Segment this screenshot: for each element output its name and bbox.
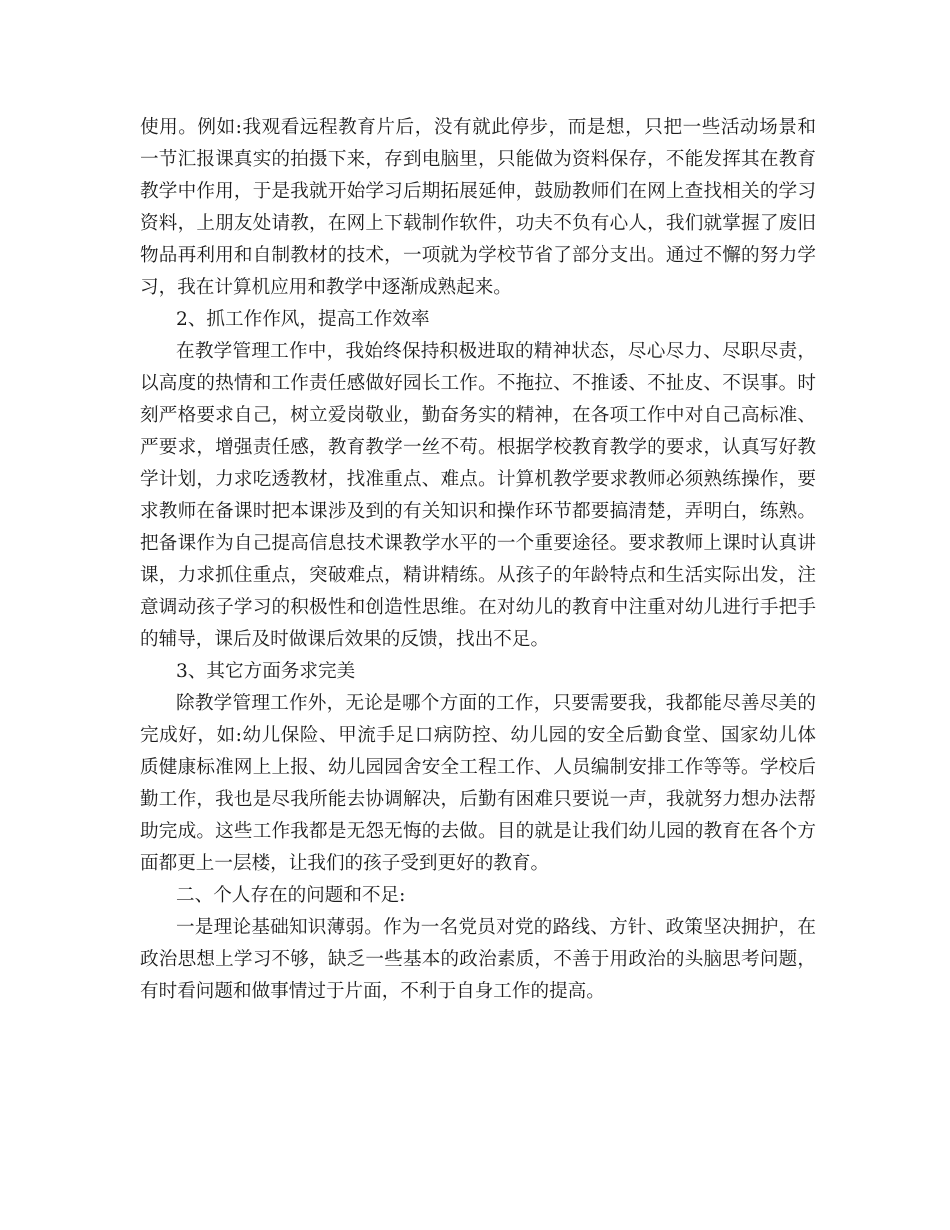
text-line: 在教学管理工作中，我始终保持积极进取的精神状态，尽心尽力、尽职尽责，: [176, 341, 816, 362]
text-line: 课，力求抓住重点，突破难点，精讲精练。从孩子的年龄特点和生活实际出发，注: [140, 565, 816, 586]
text-line: 把备课作为自己提高信息技术课教学水平的一个重要途径。要求教师上课时认真讲: [140, 533, 816, 554]
text-line: 勤工作，我也是尽我所能去协调解决，后勤有困难只要说一声，我就努力想办法帮: [140, 789, 816, 810]
text-line: 物品再利用和自制教材的技术，一项就为学校节省了部分支出。通过不懈的努力学: [140, 245, 816, 266]
text-line: 教学中作用，于是我就开始学习后期拓展延伸，鼓励教师们在网上查找相关的学习: [140, 181, 816, 202]
text-line: 面都更上一层楼，让我们的孩子受到更好的教育。: [140, 853, 550, 874]
text-line: 严要求，增强责任感，教育教学一丝不苟。根据学校教育教学的要求，认真写好教: [140, 437, 816, 458]
text-line: 政治思想上学习不够，缺乏一些基本的政治素质，不善于用政治的头脑思考问题，: [140, 949, 816, 970]
text-line: 一是理论基础知识薄弱。作为一名党员对党的路线、方针、政策坚决拥护，在: [176, 917, 816, 938]
document-body: [140, 112, 816, 1008]
text-line: 质健康标准网上上报、幼儿园园舍安全工程工作、人员编制安排工作等等。学校后: [140, 757, 816, 778]
text-line: 使用。例如:我观看远程教育片后，没有就此停步，而是想，只把一些活动场景和: [140, 117, 816, 138]
text-line: 学计划，力求吃透教材，找准重点、难点。计算机教学要求教师必须熟练操作，要: [140, 469, 816, 490]
text-line: 刻严格要求自己，树立爱岗敬业，勤奋务实的精神，在各项工作中对自己高标准、: [140, 405, 816, 426]
text-line: 一节汇报课真实的拍摄下来，存到电脑里，只能做为资料保存，不能发挥其在教育: [140, 149, 816, 170]
text-line: 完成好，如:幼儿保险、甲流手足口病防控、幼儿园的安全后勤食堂、国家幼儿体: [140, 725, 816, 746]
text-line: 二、个人存在的问题和不足:: [176, 885, 406, 906]
text-line: 除教学管理工作外，无论是哪个方面的工作，只要需要我，我都能尽善尽美的: [176, 693, 816, 714]
text-line: 助完成。这些工作我都是无怨无悔的去做。目的就是让我们幼儿园的教育在各个方: [140, 821, 816, 842]
text-line: 有时看问题和做事情过于片面，不利于自身工作的提高。: [140, 981, 605, 1002]
text-line: 以高度的热情和工作责任感做好园长工作。不拖拉、不推诿、不扯皮、不误事。时: [140, 373, 816, 394]
text-line: 意调动孩子学习的积极性和创造性思维。在对幼儿的教育中注重对幼儿进行手把手: [140, 597, 816, 618]
text-line: 资料，上朋友处请教，在网上下载制作软件，功夫不负有心人，我们就掌握了废旧: [140, 213, 816, 234]
text-line: 求教师在备课时把本课涉及到的有关知识和操作环节都要搞清楚，弄明白，练熟。: [140, 501, 816, 522]
text-line: 的辅导，课后及时做课后效果的反馈，找出不足。: [140, 629, 550, 650]
text-line: 2、抓工作作风，提高工作效率: [176, 309, 430, 330]
text-line: 习，我在计算机应用和教学中逐渐成熟起来。: [140, 277, 512, 298]
text-line: 3、其它方面务求完美: [176, 661, 356, 682]
